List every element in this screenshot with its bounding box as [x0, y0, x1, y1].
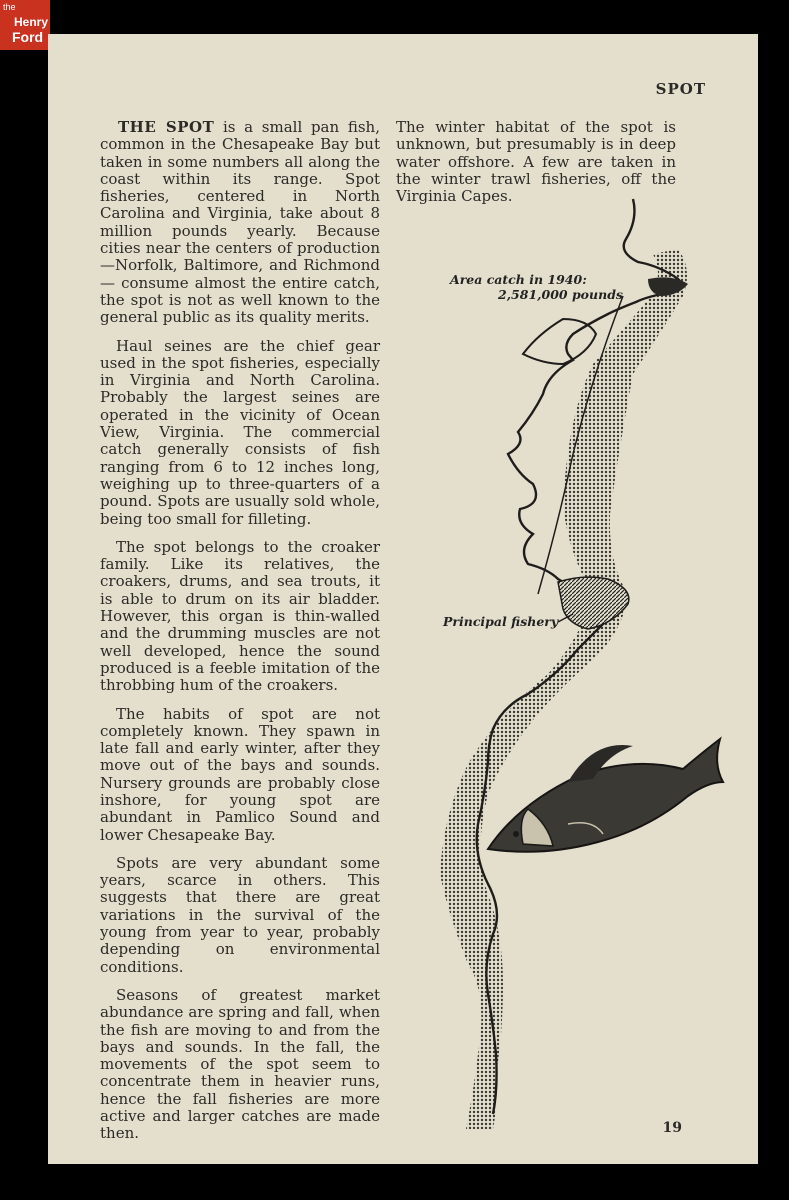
logo-ford: Ford [12, 29, 44, 45]
area-catch-label [450, 272, 623, 302]
logo-the: the [3, 2, 16, 12]
page-number: 19 [662, 1120, 682, 1136]
running-head: SPOT [655, 80, 706, 98]
paragraph-abundance: Spots are very abundant some years, scarce in others. This suggests that there are great variations in the survival of the young from year to year, probably depending on environmental conditions. [100, 853, 380, 976]
coastline-map [48, 34, 758, 1164]
logo-henry: Henry [14, 15, 49, 29]
paragraph-intro-text: is a small pan fish, common in the Chesapeake Bay but taken in some numbers all along the coast within its range. Spot fisheries, centered in North Carolina and Virginia, take about 8 million pounds yearly. Because cities near the centers of production—Norfolk, Baltimore, and Richmond — consume almost the entire catch, the spot is not as well known to the general public as its quality merits. [100, 118, 380, 327]
book-page [48, 34, 758, 1164]
area-catch-heading: Area catch in 1940: [450, 272, 587, 287]
paragraph-croaker-family: The spot belongs to the croaker family. Like its relatives, the croakers, drums, and sea trouts, it is able to drum on its air bladder. However, this organ is thin-walled and the drumming muscles are not well developed, hence the sound produced is a feeble imitation of the throbbing hum of the croakers. [100, 537, 380, 695]
area-catch-value: 2,581,000 pounds [498, 287, 623, 302]
offshore-dotted-band [440, 249, 687, 1129]
paragraph-winter-habitat: The winter habitat of the spot is unknown, but presumably is in deep water offshore. A few are taken in the winter trawl fisheries, off the Virginia Capes. [396, 118, 676, 206]
paragraph-habits: The habits of spot are not completely known. They spawn in late fall and early winter, after they move out of the bays and sounds. Nursery grounds are probably close inshore, for young spot are abundant in Pamlico Sound and lower Chesapeake Bay. [100, 704, 380, 844]
spot-fish-illustration [488, 739, 723, 852]
henry-ford-logo [0, 0, 50, 50]
principal-fishery-label: Principal fishery [443, 614, 559, 629]
lead-word: THE SPOT [118, 118, 215, 136]
paragraph-seasons: Seasons of greatest market abundance are spring and fall, when the fish are moving to and from the bays and sounds. In the fall, the movements of the spot seem to concentrate them in heavier runs, hence the fall fisheries are more active and larger catches are made then. [100, 985, 380, 1143]
paragraph-haul-seines: Haul seines are the chief gear used in the spot fisheries, especially in Virginia and North Carolina. Probably the largest seines are operated in the vicinity of Ocean View, Virginia. The commercial catch generally consists of fish ranging from 6 to 12 inches long, weighing up to three-quarters of a pound. Spots are usually sold whole, being too small for filleting. [100, 336, 380, 528]
